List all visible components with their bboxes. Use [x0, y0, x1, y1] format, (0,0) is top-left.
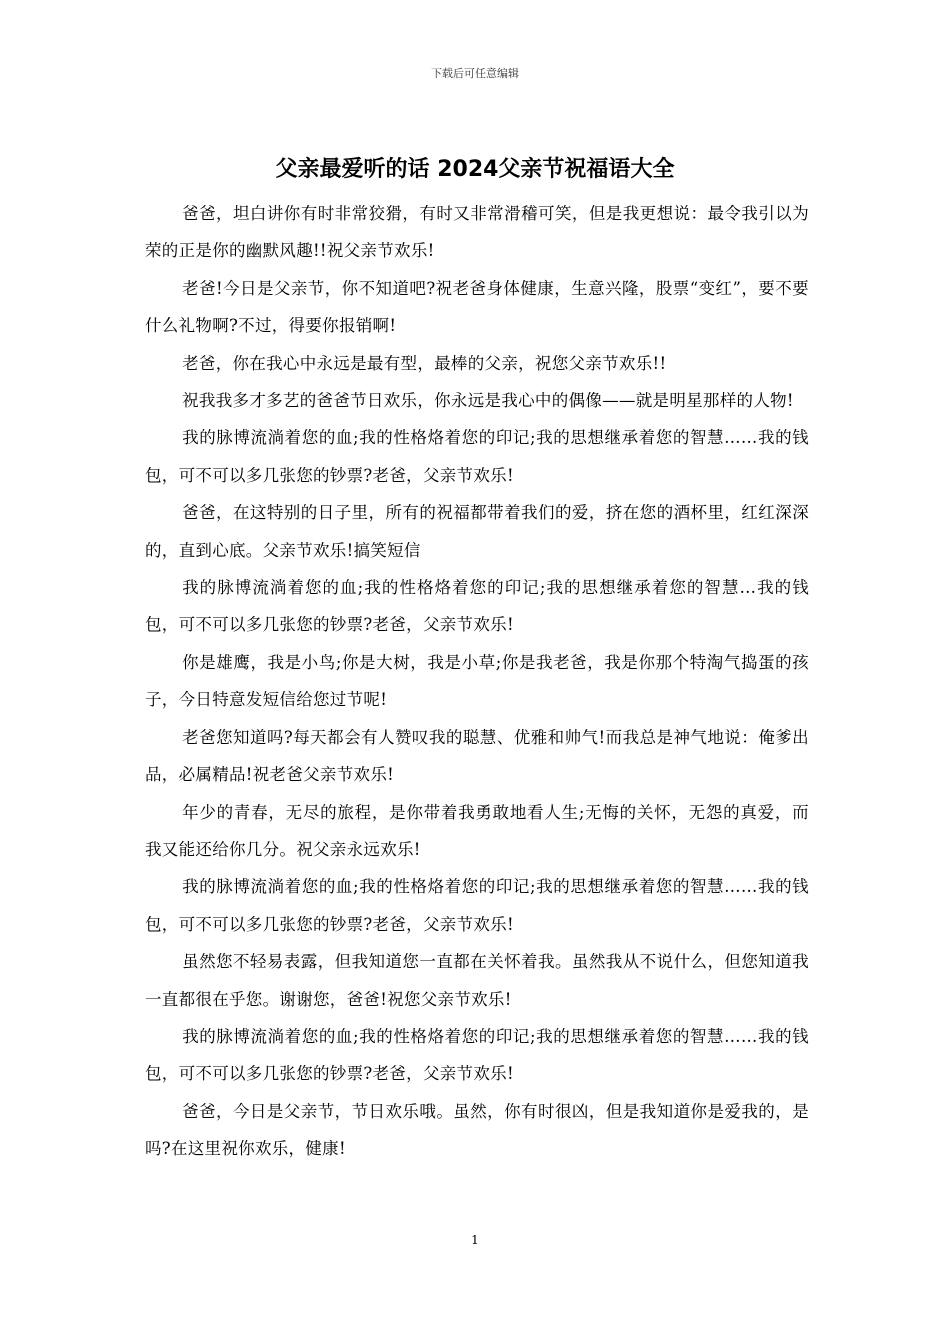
- paragraph: 老爸，你在我心中永远是最有型，最棒的父亲，祝您父亲节欢乐!!: [182, 353, 667, 373]
- paragraph: 祝我我多才多艺的爸爸节日欢乐，你永远是我心中的偶像——就是明星那样的人物!: [182, 391, 794, 411]
- paragraph: 爸爸，今日是父亲节，节日欢乐哦。虽然，你有时很凶，但是我知道你是爱我的，是吗?在这里祝你欢乐，健康!: [145, 1101, 809, 1159]
- paragraph: 虽然您不轻易表露，但我知道您一直都在关怀着我。虽然我从不说什么，但您知道我一直都很在乎您。谢谢您，爸爸!祝您父亲节欢乐!: [145, 952, 809, 1009]
- paragraph: 你是雄鹰，我是小鸟;你是大树，我是小草;你是我老爸，我是你那个特淘气捣蛋的孩子，今日特意发短信给您过节呢!: [145, 652, 809, 710]
- paragraph: 我的脉博流淌着您的血;我的性格烙着您的印记;我的思想继承着您的智慧…我的钱包，可不可以多几张您的钞票?老爸，父亲节欢乐!: [145, 578, 809, 635]
- paragraph: 我的脉博流淌着您的血;我的性格烙着您的印记;我的思想继承着您的智慧……我的钱包，可不可以多几张您的钞票?老爸，父亲节欢乐!: [145, 1026, 809, 1084]
- paragraph: 我的脉博流淌着您的血;我的性格烙着您的印记;我的思想继承着您的智慧……我的钱包，可不可以多几张您的钞票?老爸，父亲节欢乐!: [145, 428, 809, 485]
- page-number: 1: [471, 1233, 479, 1247]
- document-title: 父亲最爱听的话 2024父亲节祝福语大全: [275, 157, 675, 182]
- paragraph: 老爸您知道吗?每天都会有人赞叹我的聪慧、优雅和帅气!而我总是神气地说：俺爹出品，必属精品!祝老爸父亲节欢乐!: [145, 727, 809, 785]
- paragraph: 我的脉博流淌着您的血;我的性格烙着您的印记;我的思想继承着您的智慧……我的钱包，可不可以多几张您的钞票?老爸，父亲节欢乐!: [145, 877, 809, 934]
- document-body: [145, 195, 809, 1168]
- paragraph: 爸爸，坦白讲你有时非常狡猾，有时又非常滑稽可笑，但是我更想说：最令我引以为荣的正是你的幽默风趣!!祝父亲节欢乐!: [145, 204, 809, 261]
- paragraph: 爸爸，在这特别的日子里，所有的祝福都带着我们的爱，挤在您的酒杯里，红红深深的，直到心底。父亲节欢乐!搞笑短信: [145, 503, 809, 560]
- paragraph: 老爸!今日是父亲节，你不知道吧?祝老爸身体健康，生意兴隆，股票“变红”，要不要什么礼物啊?不过，得要你报销啊!: [145, 278, 809, 336]
- paragraph: 年少的青春，无尽的旅程，是你带着我勇敢地看人生;无悔的关怀，无怨的真爱，而我又能还给你几分。祝父亲永远欢乐!: [145, 802, 809, 859]
- page-header: 下载后可任意编辑: [431, 67, 519, 80]
